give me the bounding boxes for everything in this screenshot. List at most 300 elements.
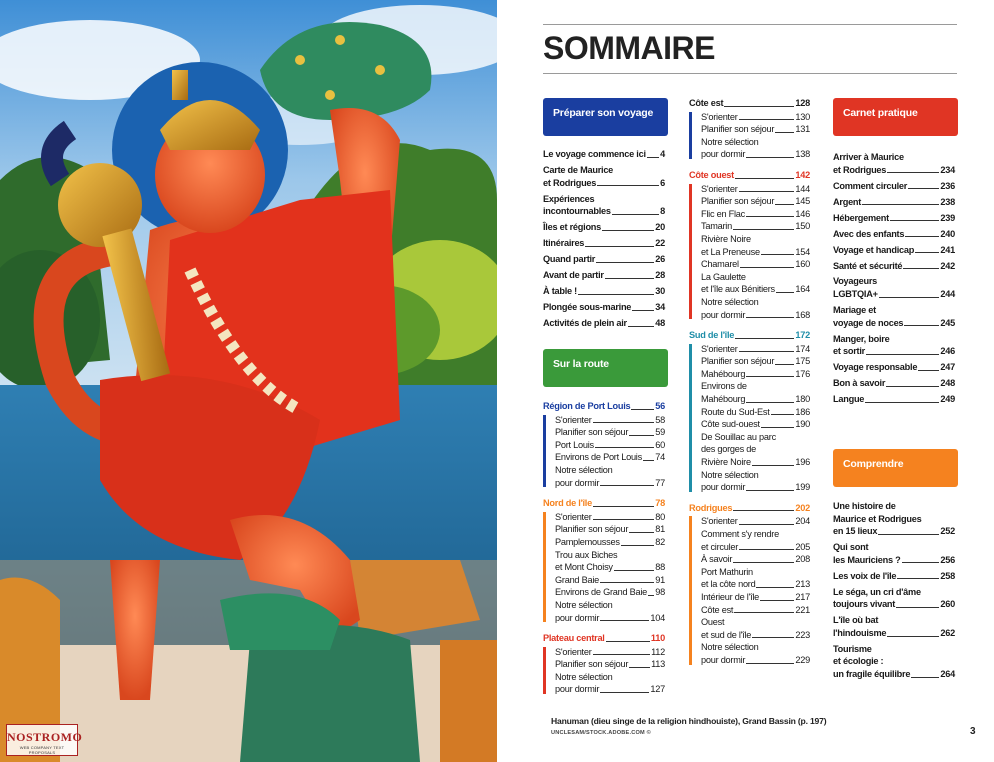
region-item bbox=[701, 380, 810, 405]
dot-leader bbox=[629, 667, 650, 668]
entry-label: À table ! bbox=[543, 286, 577, 297]
entry-row bbox=[701, 246, 810, 259]
entry-label: S'orienter bbox=[701, 111, 738, 122]
region-item bbox=[701, 183, 810, 196]
entry-page: 258 bbox=[940, 570, 955, 581]
entry-row bbox=[555, 426, 665, 439]
region-item bbox=[701, 368, 810, 381]
entry-label: pour dormir bbox=[555, 477, 600, 488]
entry-page: 176 bbox=[795, 368, 810, 379]
region-item bbox=[555, 646, 665, 659]
dot-leader bbox=[606, 641, 650, 642]
entry-row bbox=[555, 574, 665, 587]
contents-page bbox=[497, 0, 994, 762]
entry-label: Activités de plein air bbox=[543, 318, 627, 329]
entry-line: Une histoire de bbox=[833, 501, 896, 511]
top-rule bbox=[543, 24, 957, 25]
region-label: Région de Port Louis bbox=[543, 401, 631, 411]
dot-leader bbox=[593, 519, 655, 520]
entry-page: 262 bbox=[940, 627, 955, 638]
comprendre-item bbox=[833, 500, 955, 538]
entry-label: Argent bbox=[833, 196, 862, 207]
preparer-item bbox=[543, 237, 665, 250]
region-item bbox=[555, 599, 665, 624]
entry-row bbox=[701, 258, 810, 271]
region-page: 128 bbox=[795, 98, 810, 108]
entry-label: Grand Baie bbox=[555, 574, 599, 585]
entry-page: 236 bbox=[940, 180, 955, 191]
entry-page: 248 bbox=[940, 378, 955, 389]
entry-line: Maurice et Rodrigues bbox=[833, 513, 922, 524]
region-color-bar bbox=[689, 516, 692, 664]
entry-page: 112 bbox=[651, 646, 665, 657]
dot-leader bbox=[746, 490, 794, 491]
entry-row bbox=[833, 554, 955, 567]
entry-label: S'orienter bbox=[701, 343, 738, 354]
region-item bbox=[701, 123, 810, 136]
entry-page: 164 bbox=[795, 284, 810, 295]
dot-leader bbox=[648, 595, 654, 596]
entry-label: pour dormir bbox=[701, 482, 746, 493]
dot-leader bbox=[614, 570, 654, 571]
entry-page: 244 bbox=[940, 289, 955, 300]
comprendre-item bbox=[833, 614, 955, 639]
entry-row bbox=[555, 477, 665, 490]
carnet-item bbox=[833, 275, 955, 300]
entry-page: 91 bbox=[655, 574, 665, 585]
entry-label: et Mont Choisy bbox=[555, 562, 613, 573]
dot-leader bbox=[596, 262, 654, 263]
entry-page: 249 bbox=[940, 394, 955, 405]
dot-leader bbox=[746, 663, 794, 664]
region-item bbox=[555, 414, 665, 427]
entry-label: Planifier son séjour bbox=[701, 196, 775, 207]
comprendre-item bbox=[833, 586, 955, 611]
entry-page: 154 bbox=[795, 246, 810, 257]
entry-row bbox=[833, 627, 955, 640]
region-heading bbox=[689, 169, 810, 182]
page-title: SOMMAIRE bbox=[543, 30, 715, 66]
comprendre-item bbox=[833, 643, 955, 681]
section-carnet: Carnet pratique bbox=[833, 98, 958, 136]
entry-page: 223 bbox=[795, 629, 810, 640]
region-sublist bbox=[689, 183, 810, 322]
region-item bbox=[701, 296, 810, 321]
region-item bbox=[701, 616, 810, 641]
entry-label: Tamarin bbox=[701, 221, 732, 232]
region-item bbox=[701, 469, 810, 494]
dot-leader bbox=[629, 435, 654, 436]
entry-line: Notre sélection bbox=[555, 464, 613, 475]
title-rule bbox=[543, 73, 957, 74]
preparer-item bbox=[543, 253, 665, 266]
carnet-item bbox=[833, 151, 955, 176]
entry-line: Notre sélection bbox=[701, 469, 759, 480]
entry-page: 22 bbox=[655, 238, 665, 249]
entry-label: pour dormir bbox=[555, 684, 600, 695]
route-list-col2 bbox=[689, 97, 810, 675]
entry-page: 74 bbox=[655, 452, 665, 463]
region-item bbox=[701, 195, 810, 208]
entry-row bbox=[701, 515, 810, 528]
entry-label: Voyage et handicap bbox=[833, 244, 915, 255]
entry-row bbox=[555, 414, 665, 427]
comprendre-item bbox=[833, 541, 955, 566]
entry-line: Trou aux Biches bbox=[555, 549, 618, 560]
entry-row bbox=[701, 578, 810, 591]
entry-row bbox=[543, 269, 665, 282]
entry-page: 26 bbox=[655, 254, 665, 265]
dot-leader bbox=[775, 132, 794, 133]
carnet-item bbox=[833, 212, 955, 225]
entry-page: 59 bbox=[655, 427, 665, 438]
entry-line: De Souillac au parc bbox=[701, 431, 776, 442]
dot-leader bbox=[632, 310, 654, 311]
entry-row bbox=[833, 570, 955, 583]
region-heading bbox=[689, 329, 810, 342]
dot-leader bbox=[593, 506, 654, 507]
entry-row bbox=[701, 418, 810, 431]
entry-page: 205 bbox=[795, 541, 810, 552]
entry-page: 81 bbox=[655, 524, 665, 535]
entry-row bbox=[555, 683, 665, 696]
section-route: Sur la route bbox=[543, 349, 668, 387]
entry-row bbox=[701, 456, 810, 469]
entry-row bbox=[555, 658, 665, 671]
entry-label: Planifier son séjour bbox=[701, 124, 775, 135]
entry-row bbox=[833, 598, 955, 611]
dot-leader bbox=[593, 654, 651, 655]
dot-leader bbox=[756, 587, 794, 588]
photo-credit: UNCLESAM/STOCK.ADOBE.COM © bbox=[551, 730, 651, 736]
dot-leader bbox=[905, 236, 939, 237]
entry-page: 174 bbox=[795, 343, 810, 354]
region-page: 142 bbox=[795, 169, 810, 180]
entry-label: Environs de Port Louis bbox=[555, 452, 642, 463]
dot-leader bbox=[600, 692, 649, 693]
region-item bbox=[701, 271, 810, 296]
dot-leader bbox=[746, 157, 794, 158]
region-color-bar bbox=[543, 415, 546, 488]
entry-row bbox=[833, 377, 955, 390]
region-sublist bbox=[543, 646, 665, 696]
entry-line: Port Mathurin bbox=[701, 566, 753, 577]
entry-label: Voyage responsable bbox=[833, 362, 918, 373]
nostromo-logo bbox=[6, 724, 83, 756]
entry-label: un fragile équilibre bbox=[833, 669, 911, 680]
region-item bbox=[701, 233, 810, 258]
entry-row bbox=[701, 283, 810, 296]
entry-row bbox=[701, 481, 810, 494]
entry-page: 146 bbox=[795, 208, 810, 219]
entry-label: Comment circuler bbox=[833, 180, 908, 191]
dot-leader bbox=[746, 376, 794, 377]
entry-label: Port Louis bbox=[555, 439, 594, 450]
entry-row bbox=[701, 123, 810, 136]
dot-leader bbox=[904, 325, 939, 326]
preparer-item bbox=[543, 193, 665, 218]
dot-leader bbox=[585, 246, 654, 247]
entry-row bbox=[833, 288, 955, 301]
entry-label: Plongée sous-marine bbox=[543, 302, 632, 313]
region-color-bar bbox=[543, 647, 546, 694]
entry-row bbox=[543, 317, 665, 330]
region-item bbox=[555, 658, 665, 671]
entry-label: Le voyage commence ici bbox=[543, 149, 646, 159]
entry-page: 48 bbox=[655, 318, 665, 329]
dot-leader bbox=[896, 607, 939, 608]
dot-leader bbox=[890, 220, 939, 221]
dot-leader bbox=[887, 636, 939, 637]
region-item bbox=[701, 515, 810, 528]
entry-page: 239 bbox=[940, 212, 955, 223]
entry-row bbox=[701, 183, 810, 196]
dot-leader bbox=[866, 354, 939, 355]
entry-label: Planifier son séjour bbox=[555, 659, 629, 670]
entry-label: Planifier son séjour bbox=[555, 524, 629, 535]
region-label: Nord de l'île bbox=[543, 498, 592, 509]
region-sublist bbox=[689, 343, 810, 494]
route-list-col1 bbox=[543, 400, 665, 704]
entry-row bbox=[701, 629, 810, 642]
entry-row bbox=[543, 221, 665, 234]
entry-label: toujours vivant bbox=[833, 599, 896, 610]
dot-leader bbox=[739, 119, 795, 120]
entry-label: Hébergement bbox=[833, 212, 889, 223]
entry-page: 138 bbox=[795, 149, 810, 160]
entry-label: Langue bbox=[833, 394, 865, 405]
dot-leader bbox=[600, 485, 654, 486]
entry-label: Mahébourg bbox=[701, 394, 746, 405]
region-item bbox=[701, 641, 810, 666]
region-block bbox=[543, 497, 665, 624]
region-sublist bbox=[689, 515, 810, 666]
entry-row bbox=[701, 553, 810, 566]
carnet-item bbox=[833, 393, 955, 406]
region-item bbox=[555, 536, 665, 549]
dot-leader bbox=[597, 185, 659, 186]
entry-label: les Mauriciens ? bbox=[833, 554, 901, 565]
region-block bbox=[689, 329, 810, 494]
entry-label: et circuler bbox=[701, 541, 739, 552]
entry-line: et écologie : bbox=[833, 656, 884, 667]
entry-row bbox=[833, 212, 955, 225]
region-block bbox=[543, 400, 665, 489]
region-page: 202 bbox=[795, 502, 810, 513]
entry-page: 238 bbox=[940, 196, 955, 207]
entry-page: 82 bbox=[655, 536, 665, 547]
dot-leader bbox=[776, 292, 795, 293]
entry-label: Avant de partir bbox=[543, 270, 604, 281]
entry-label: Les voix de l'île bbox=[833, 570, 897, 581]
carnet-item bbox=[833, 196, 955, 209]
entry-line: L'île où bat bbox=[833, 615, 879, 626]
dot-leader bbox=[902, 562, 940, 563]
region-heading bbox=[543, 497, 665, 510]
entry-label: et la côte nord bbox=[701, 579, 756, 590]
dot-leader bbox=[761, 254, 795, 255]
dot-leader bbox=[733, 229, 794, 230]
entry-page: 131 bbox=[795, 124, 810, 135]
entry-row bbox=[833, 317, 955, 330]
entry-page: 186 bbox=[795, 406, 810, 417]
entry-page: 28 bbox=[655, 270, 665, 281]
dot-leader bbox=[612, 214, 659, 215]
region-label: Sud de l'île bbox=[689, 330, 735, 341]
region-label: Rodrigues bbox=[689, 502, 733, 513]
entry-page: 221 bbox=[795, 604, 810, 615]
entry-line: Rivière Noire bbox=[701, 233, 751, 244]
dot-leader bbox=[746, 317, 794, 318]
dot-leader bbox=[605, 278, 655, 279]
region-item bbox=[701, 111, 810, 124]
entry-page: 113 bbox=[651, 659, 665, 670]
region-label: Côte ouest bbox=[689, 169, 734, 180]
entry-page: 260 bbox=[940, 599, 955, 610]
entry-line: des gorges de bbox=[701, 444, 756, 455]
entry-label: Chamarel bbox=[701, 259, 739, 270]
dot-leader bbox=[752, 637, 794, 638]
entry-label: Bon à savoir bbox=[833, 378, 886, 389]
section-comprendre: Comprendre bbox=[833, 449, 958, 487]
region-item bbox=[555, 451, 665, 464]
dot-leader bbox=[915, 252, 939, 253]
entry-line: Qui sont bbox=[833, 542, 869, 553]
entry-row bbox=[701, 604, 810, 617]
dot-leader bbox=[578, 294, 654, 295]
entry-row bbox=[555, 439, 665, 452]
entry-line: Tourisme bbox=[833, 643, 872, 654]
preparer-list bbox=[543, 148, 665, 333]
region-label: Côte est bbox=[689, 98, 724, 108]
dot-leader bbox=[862, 204, 939, 205]
entry-label: et Rodrigues bbox=[543, 177, 597, 188]
entry-page: 6 bbox=[660, 177, 665, 188]
entry-row bbox=[833, 668, 955, 681]
entry-label: Planifier son séjour bbox=[555, 427, 629, 438]
region-item bbox=[701, 208, 810, 221]
region-item bbox=[555, 671, 665, 696]
entry-label: Rivière Noire bbox=[701, 457, 751, 468]
region-color-bar bbox=[689, 184, 692, 320]
entry-row bbox=[543, 301, 665, 314]
entry-label: l'hindouisme bbox=[833, 627, 887, 638]
entry-page: 190 bbox=[795, 419, 810, 430]
entry-page: 98 bbox=[655, 587, 665, 598]
entry-row bbox=[833, 260, 955, 273]
entry-label: Planifier son séjour bbox=[701, 356, 775, 367]
dot-leader bbox=[621, 545, 655, 546]
entry-page: 264 bbox=[940, 669, 955, 680]
entry-line: Expériences bbox=[543, 193, 595, 204]
entry-row bbox=[555, 612, 665, 625]
entry-line: Environs de bbox=[701, 381, 747, 392]
entry-page: 242 bbox=[940, 260, 955, 271]
entry-label: pour dormir bbox=[701, 309, 746, 320]
dot-leader bbox=[595, 447, 654, 448]
entry-label: voyage de noces bbox=[833, 317, 904, 328]
entry-page: 208 bbox=[795, 554, 810, 565]
entry-label: et sortir bbox=[833, 346, 865, 357]
region-item bbox=[555, 574, 665, 587]
entry-page: 168 bbox=[795, 309, 810, 320]
entry-label: et La Preneuse bbox=[701, 246, 760, 257]
preparer-item bbox=[543, 317, 665, 330]
dot-leader bbox=[593, 422, 655, 423]
entry-page: 8 bbox=[660, 206, 665, 217]
entry-label: S'orienter bbox=[555, 646, 592, 657]
entry-label: Intérieur de l'île bbox=[701, 591, 760, 602]
preparer-item bbox=[543, 164, 665, 189]
dot-leader bbox=[879, 297, 940, 298]
region-block bbox=[689, 97, 810, 161]
entry-line: Manger, boire bbox=[833, 333, 890, 344]
region-heading bbox=[689, 502, 810, 515]
dot-leader bbox=[602, 230, 654, 231]
entry-page: 199 bbox=[795, 482, 810, 493]
dot-leader bbox=[724, 106, 794, 107]
region-item bbox=[701, 418, 810, 431]
entry-line: Le séga, un cri d'âme bbox=[833, 586, 921, 597]
entry-line: Notre sélection bbox=[555, 599, 613, 610]
entry-label: Côte sud-ouest bbox=[701, 419, 760, 430]
entry-row bbox=[701, 368, 810, 381]
entry-label: Pamplemousses bbox=[555, 536, 620, 547]
dot-leader bbox=[908, 188, 939, 189]
entry-page: 175 bbox=[795, 356, 810, 367]
dot-leader bbox=[752, 465, 795, 466]
entry-row bbox=[555, 646, 665, 659]
entry-page: 204 bbox=[795, 516, 810, 527]
entry-line: Notre sélection bbox=[555, 671, 613, 682]
entry-label: pour dormir bbox=[555, 612, 600, 623]
entry-label: incontournables bbox=[543, 206, 611, 217]
entry-label: S'orienter bbox=[701, 516, 738, 527]
entry-page: 144 bbox=[795, 183, 810, 194]
entry-page: 34 bbox=[655, 302, 665, 313]
dot-leader bbox=[865, 402, 939, 403]
dot-leader bbox=[734, 612, 794, 613]
entry-row bbox=[701, 148, 810, 161]
entry-line: Notre sélection bbox=[701, 642, 759, 653]
entry-label: pour dormir bbox=[701, 149, 746, 160]
dot-leader bbox=[739, 524, 795, 525]
dot-leader bbox=[739, 351, 795, 352]
region-item bbox=[555, 464, 665, 489]
entry-label: et Rodrigues bbox=[833, 164, 887, 175]
comprendre-list bbox=[833, 500, 955, 684]
dot-leader bbox=[643, 460, 654, 461]
region-color-bar bbox=[689, 344, 692, 492]
dot-leader bbox=[600, 620, 649, 621]
region-item bbox=[701, 431, 810, 469]
preparer-item bbox=[543, 269, 665, 282]
carnet-item bbox=[833, 180, 955, 193]
region-page: 56 bbox=[655, 401, 665, 411]
region-item bbox=[555, 426, 665, 439]
region-item bbox=[555, 523, 665, 536]
region-sublist bbox=[689, 111, 810, 161]
preparer-item bbox=[543, 301, 665, 314]
preparer-item bbox=[543, 221, 665, 234]
entry-row bbox=[555, 536, 665, 549]
entry-label: À savoir bbox=[701, 554, 733, 565]
entry-label: Santé et sécurité bbox=[833, 260, 903, 271]
region-item bbox=[701, 528, 810, 553]
entry-line: Voyageurs bbox=[833, 276, 878, 287]
preparer-item bbox=[543, 148, 665, 161]
region-color-bar bbox=[689, 112, 692, 159]
